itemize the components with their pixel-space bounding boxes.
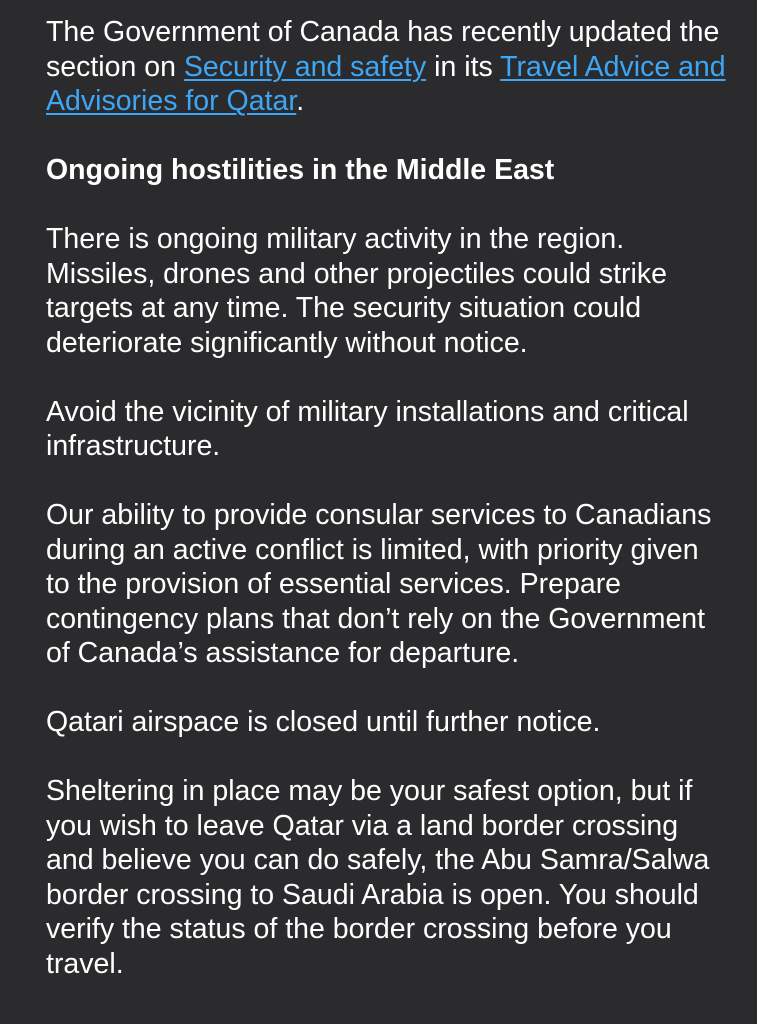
travel-advice-qatar-link[interactable]: Travel Advice and Advisories for Qatar bbox=[46, 50, 726, 117]
paragraph-airspace: Qatari airspace is closed until further notice. bbox=[46, 706, 601, 738]
section-heading: Ongoing hostilities in the Middle East bbox=[46, 154, 555, 186]
intro-text-2: in its bbox=[426, 50, 501, 83]
intro-text-3: . bbox=[296, 85, 305, 117]
paragraph-avoid-vicinity: Avoid the vicinity of military installations and critical infrastructure. bbox=[46, 395, 689, 462]
paragraph-military-activity: There is ongoing military activity in the region. Missiles, drones and other projectiles could strike targets at any time. The security situation could deteriorate significantly without notice. bbox=[46, 223, 667, 359]
paragraph-sheltering: Sheltering in place may be your safest option, but if you wish to leave Qatar via a land border crossing and believe you can do safely, the Abu Samra/Salwa border crossing to Saudi Arabia is open. You should verify the status of the border crossing before you travel. bbox=[46, 775, 710, 980]
intro-paragraph bbox=[46, 15, 726, 119]
security-and-safety-link[interactable]: Security and safety bbox=[183, 50, 427, 83]
intro-text-1: The Government of Canada has recently updated the section on bbox=[46, 16, 720, 83]
advisory-content bbox=[46, 15, 726, 1016]
paragraph-consular-services: Our ability to provide consular services to Canadians during an active conflict is limited, with priority given to the provision of essential services. Prepare contingency plans that don’t rely on the Government of Canada’s assistance for departure. bbox=[46, 499, 712, 669]
